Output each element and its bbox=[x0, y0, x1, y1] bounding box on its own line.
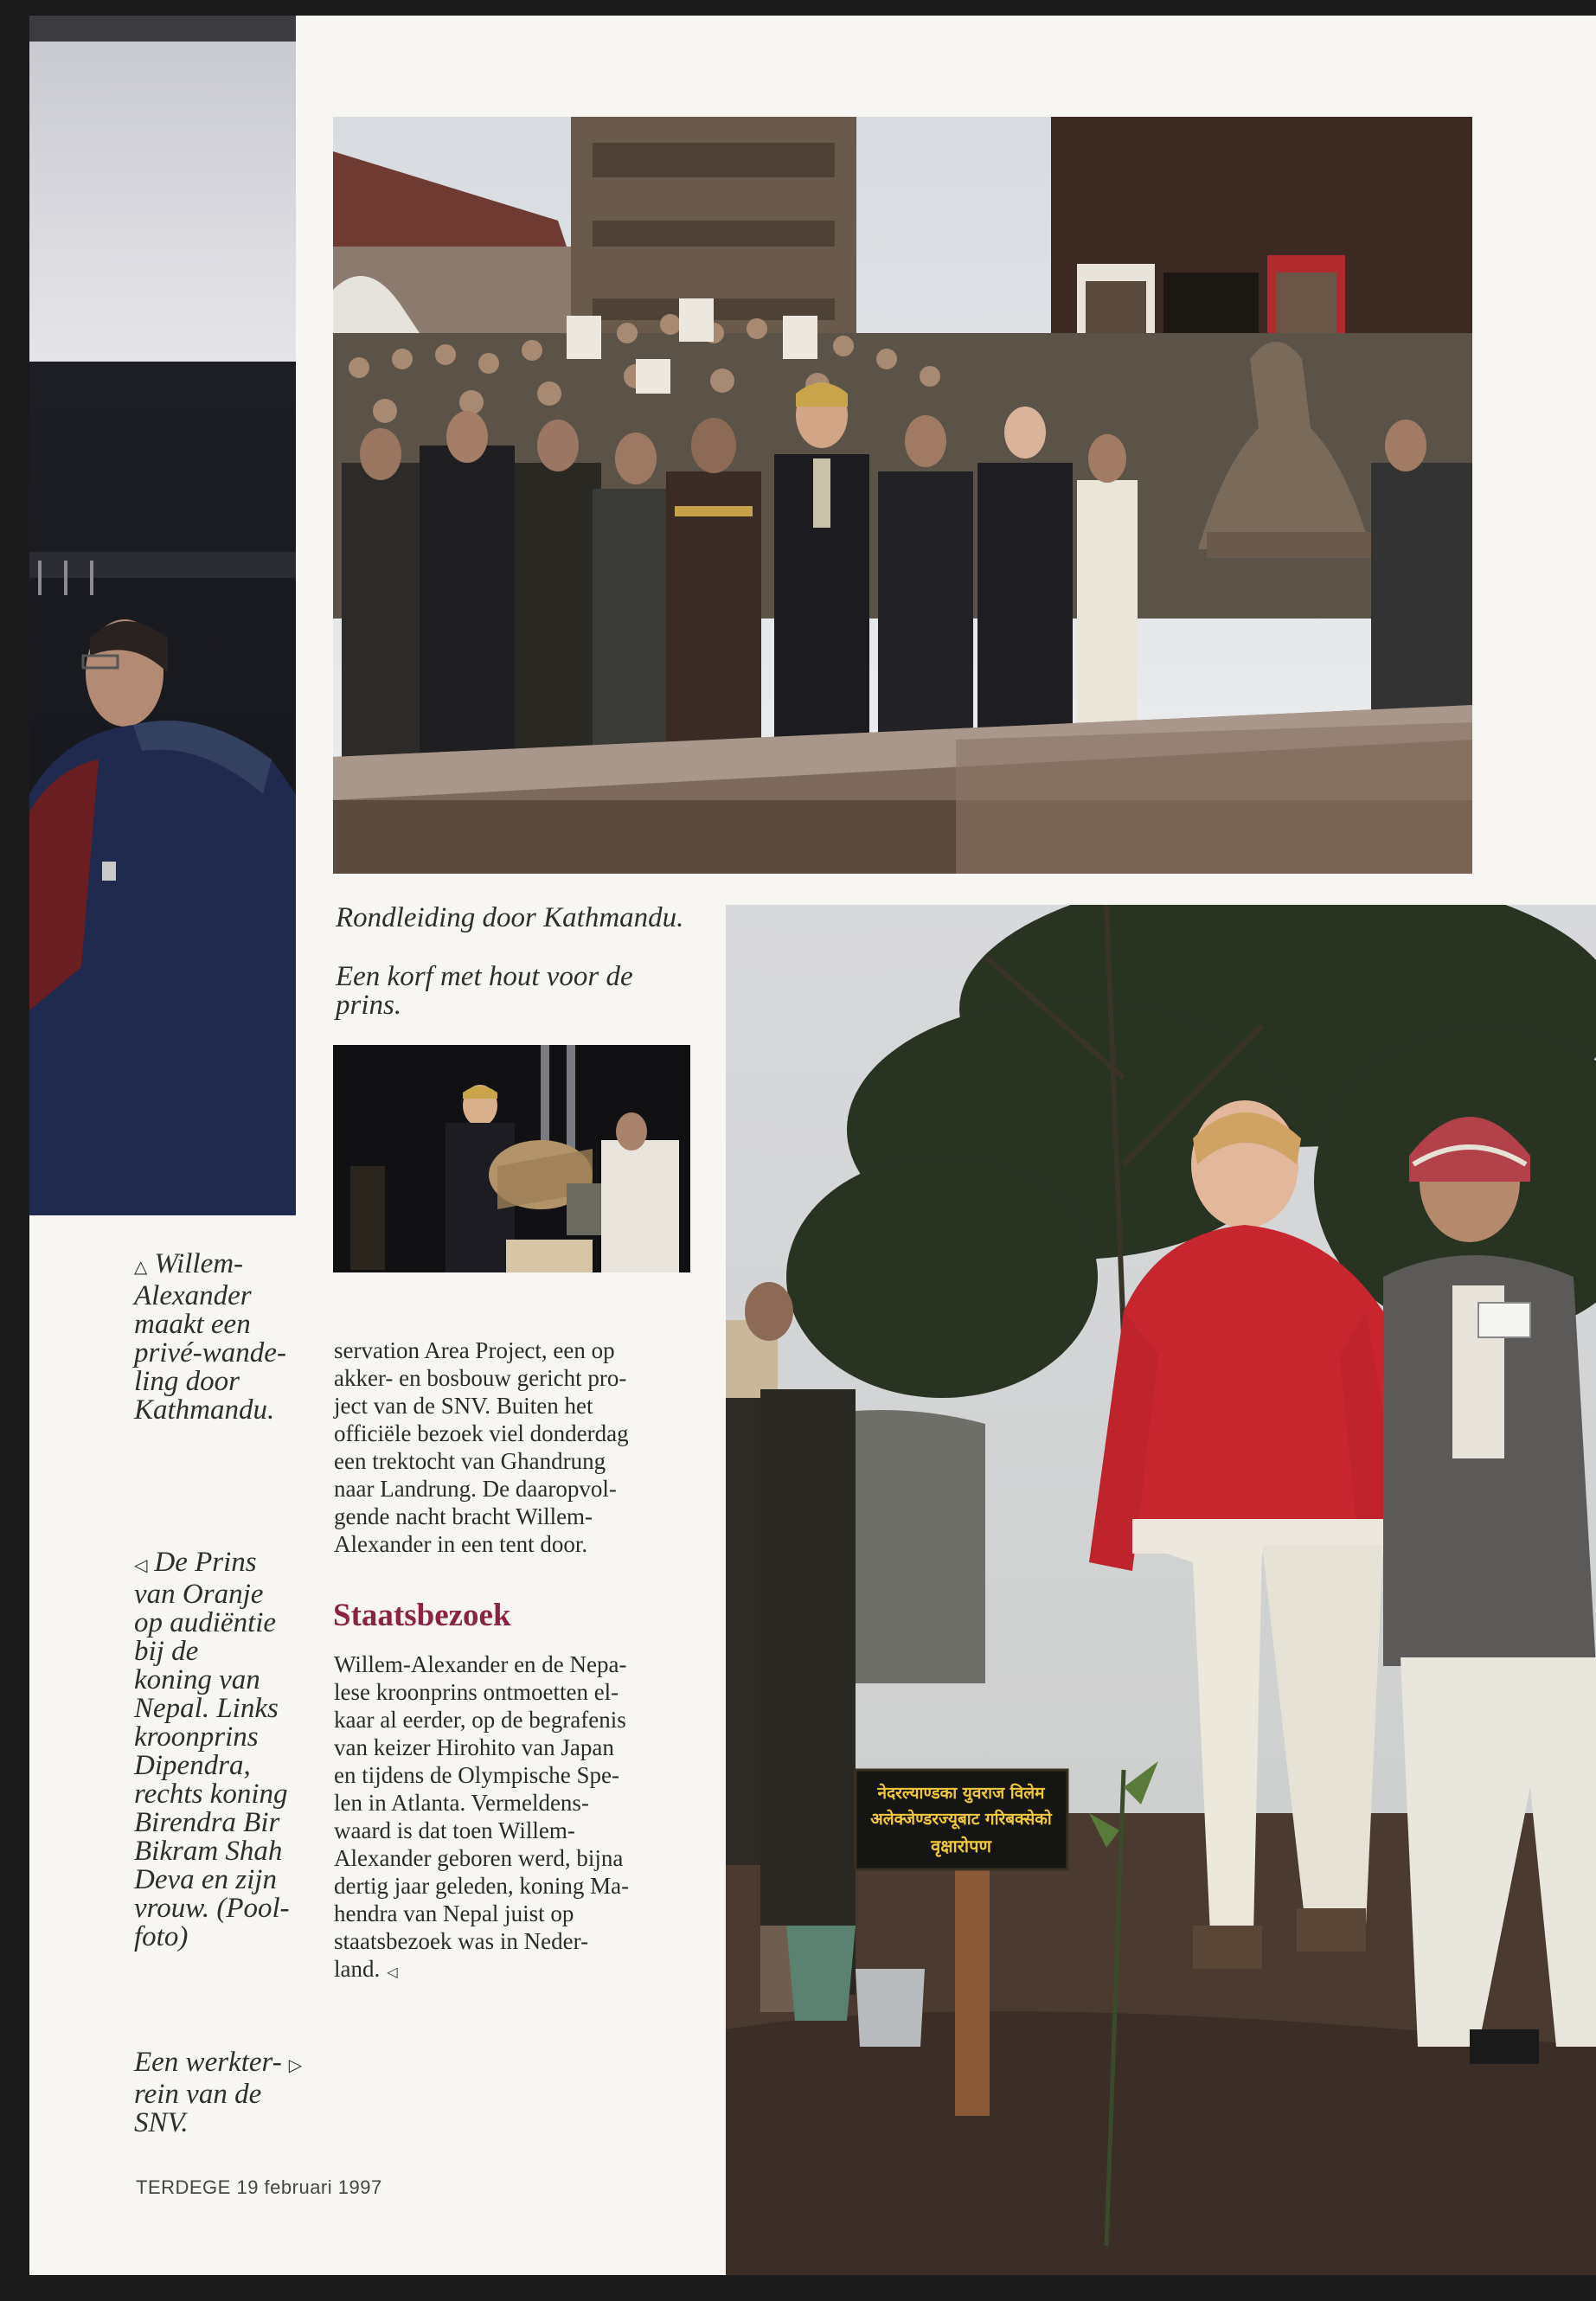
page-bottom-edge bbox=[0, 2275, 1596, 2301]
audience-caption-line-4: koning van bbox=[134, 1664, 260, 1695]
article-paragraph-1 bbox=[334, 1336, 629, 1558]
para2-line-3: van keizer Hirohito van Japan bbox=[334, 1734, 614, 1760]
sign-line3: वृक्षारोपण bbox=[931, 1836, 991, 1856]
tree-planting-photo bbox=[726, 905, 1596, 2275]
audience-caption-line-1: van Oranje bbox=[134, 1579, 264, 1610]
para2-line-2: kaar al eerder, op de begrafenis bbox=[334, 1707, 626, 1733]
para2-line-4: en tijdens de Olympische Spe- bbox=[334, 1762, 619, 1788]
left-strip-photo bbox=[29, 16, 296, 1215]
basket-caption-line2: prins. bbox=[336, 990, 402, 1021]
walk-caption-line-2: maakt een bbox=[134, 1309, 251, 1340]
audience-caption bbox=[134, 1548, 290, 1952]
page-footer: TERDEGE 19 februari 1997 bbox=[136, 2176, 382, 2198]
right-arrow-marker-icon: ▷ bbox=[288, 2056, 303, 2075]
kathmandu-tour-photo bbox=[333, 117, 1472, 874]
walk-caption-line-5: Kathmandu. bbox=[134, 1394, 275, 1426]
basket-caption-line1: Een korf met hout voor de bbox=[336, 961, 633, 992]
section-heading: Staatsbezoek bbox=[333, 1598, 511, 1633]
para1-line-3: officiële bezoek viel donderdag bbox=[334, 1420, 629, 1446]
sign-line2: अलेक्जेण्डरज्यूबाट गरिबक्सेको bbox=[870, 1810, 1052, 1829]
audience-caption-line-8: rechts koning bbox=[134, 1779, 288, 1810]
left-arrow-marker-icon: ◁ bbox=[134, 1556, 148, 1575]
article-paragraph-2 bbox=[334, 1650, 629, 1987]
para1-line-5: naar Landrung. De daaropvol- bbox=[334, 1476, 617, 1502]
audience-caption-line-3: bij de bbox=[134, 1636, 199, 1667]
para1-line-7: Alexander in een tent door. bbox=[334, 1531, 588, 1557]
walk-caption-line-3: privé-wande- bbox=[134, 1337, 286, 1368]
worker-photo-caption bbox=[134, 2048, 302, 2138]
basket-photo-caption bbox=[336, 963, 633, 1020]
worker-caption-line-0: Een werkter- ▷ bbox=[134, 2047, 303, 2078]
end-of-article-marker-icon: ◁ bbox=[387, 1965, 398, 1980]
audience-caption-line-0: ◁ De Prins bbox=[134, 1547, 257, 1578]
page-left-edge bbox=[0, 0, 29, 2301]
worker-caption-line-2: SNV. bbox=[134, 2107, 189, 2138]
para2-line-11: land. ◁ bbox=[334, 1956, 398, 1982]
para2-line-7: Alexander geboren werd, bijna bbox=[334, 1845, 624, 1871]
para1-line-0: servation Area Project, een op bbox=[334, 1337, 615, 1363]
audience-caption-line-7: Dipendra, bbox=[134, 1750, 251, 1781]
para1-line-4: een trektocht van Ghandrung bbox=[334, 1448, 606, 1474]
para2-line-10: staatsbezoek was in Neder- bbox=[334, 1928, 589, 1954]
sign-line1: नेदरल्याण्डका युवराज विलेम bbox=[877, 1784, 1045, 1803]
walk-caption-line-1: Alexander bbox=[134, 1280, 252, 1311]
para1-line-1: akker- en bosbouw gericht pro- bbox=[334, 1365, 627, 1391]
worker-caption-line-1: rein van de bbox=[134, 2079, 262, 2110]
audience-caption-line-6: kroonprins bbox=[134, 1721, 259, 1753]
walk-caption-line-0: △ Willem- bbox=[134, 1248, 244, 1279]
up-arrow-marker-icon: △ bbox=[134, 1258, 148, 1277]
para2-line-8: dertig jaar geleden, koning Ma- bbox=[334, 1873, 630, 1899]
walk-photo-caption bbox=[134, 1250, 286, 1425]
audience-caption-line-12: vrouw. (Pool- bbox=[134, 1893, 290, 1924]
audience-caption-line-5: Nepal. Links bbox=[134, 1693, 279, 1724]
audience-caption-line-9: Birendra Bir bbox=[134, 1807, 280, 1838]
para2-line-1: lese kroonprins ontmoetten el- bbox=[334, 1679, 619, 1705]
tour-caption-text: Rondleiding door Kathmandu. bbox=[336, 902, 684, 933]
para2-line-5: len in Atlanta. Vermeldens- bbox=[334, 1790, 589, 1816]
page-top-edge bbox=[0, 0, 1596, 16]
tour-photo-caption bbox=[336, 904, 683, 933]
para2-line-0: Willem-Alexander en de Nepa- bbox=[334, 1651, 627, 1677]
para2-line-6: waard is dat toen Willem- bbox=[334, 1817, 575, 1843]
para1-line-6: gende nacht bracht Willem- bbox=[334, 1503, 593, 1529]
para1-line-2: ject van de SNV. Buiten het bbox=[334, 1393, 593, 1419]
walk-caption-line-4: ling door bbox=[134, 1366, 240, 1397]
audience-caption-line-13: foto) bbox=[134, 1921, 189, 1952]
audience-caption-line-2: op audiëntie bbox=[134, 1607, 277, 1638]
audience-caption-line-11: Deva en zijn bbox=[134, 1864, 277, 1895]
audience-caption-line-10: Bikram Shah bbox=[134, 1836, 283, 1867]
para2-line-9: hendra van Nepal juist op bbox=[334, 1900, 574, 1926]
basket-photo bbox=[333, 1045, 690, 1272]
